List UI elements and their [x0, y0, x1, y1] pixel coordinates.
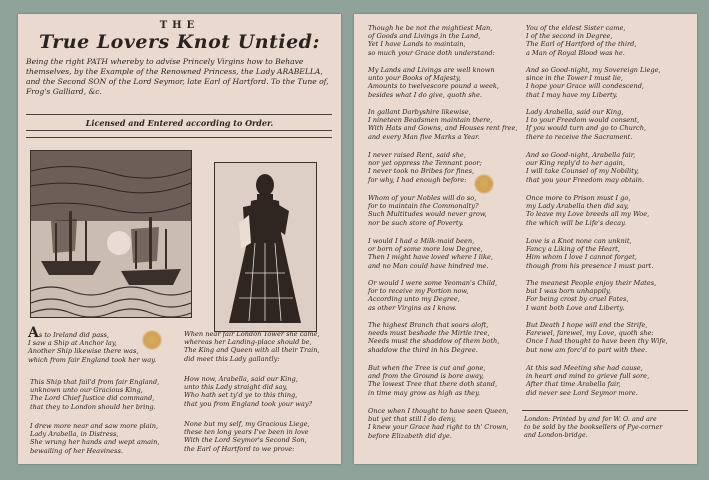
title-the: THE — [159, 20, 200, 31]
col1-stanza-6: I would I had a Milk-maid been, or born of some more low Degree, Then I might have loved where I like, and no Man could have hindred me. — [368, 237, 493, 270]
divider-rule — [26, 130, 332, 131]
ships-woodcut-image — [30, 150, 192, 318]
divider-rule — [26, 114, 332, 115]
stanza-4: When near fair London Tower she came, whereas her Landing-place should be, The King and Queen with all their Train, did meet this Lady gallantly: — [184, 330, 320, 363]
stanza-1: As to Ireland did pass, I saw a Ship at Anchor lay, Another Ship likewise there was, which from fair England took her way. — [28, 325, 157, 364]
divider-rule — [26, 137, 332, 138]
licensed-line: Licensed and Entered according to Order. — [85, 118, 274, 128]
stanza-2: This Ship that fail'd from fair England, unknown unto our Gracious King, The Lord Chief Justice did command, that they to London should her bring. — [30, 378, 160, 411]
col1-stanza-2: My Lands and Livings are well known unto your Books of Majesty, Amounts to twelvescore pound a week, besides what I do give, quoth she. — [368, 66, 500, 99]
ballad-title: True Lovers Knot Untied: — [39, 31, 320, 53]
col2-stanza-3: Lady Arabella, said our King, I to your Freedom would consent, If you would turn and go to Church, there to receive the Sacrament. — [526, 108, 647, 141]
left-broadside-page — [18, 14, 341, 464]
library-stamp — [474, 174, 494, 194]
lady-woodcut-image — [214, 162, 317, 332]
ballad-subtitle: Being the right PATH whereby to advise Princely Virgins how to Behave themselves, by the Example of the Renowned Princess, the Lady ARABELLA, and the Second SON of the Lord Seymor, late Earl of Hartford. To the Tune of, Frog's Galliard, &c. — [26, 57, 329, 96]
col1-stanza-9: But when the Tree is cut and gone, and from the Ground is bore away, The lowest Tree that there doth stand, in time may grow as high as they. — [368, 364, 498, 397]
col2-stanza-8: But Death I hope will end the Strife, Farewel, farewel, my Love, quoth she: Once I had thought to have been thy Wife, but now am forc'd to part with thee. — [526, 321, 668, 354]
col1-stanza-1: Though he be not the mightiest Man, of Goods and Livings in the Land, Yet I have Lands to maintain, so much your Grace doth understand: — [368, 24, 495, 57]
printer-imprint: London: Printed by and for W. O. and are to be sold by the booksellers of Pye-corner and London-bridge. — [524, 415, 663, 440]
col1-stanza-8: The highest Branch that soars aloft, needs must beshade the Mirtle tree, Needs must the shaddow of them both, shaddow the third in his Degree. — [368, 321, 500, 354]
stanza-3: I drew more near and saw more plain, Lady Arabella, in Distress, She wrung her hands and wept amain, bewailing of her Heaviness. — [30, 422, 160, 455]
col1-stanza-4: I never raised Rent, said she, nor yet oppress the Tennant poor; I never took no Bribes for fines, for why, I had enough before: — [368, 151, 482, 184]
col2-stanza-1: You of the eldest Sister came, I of the second in Degree, The Earl of Hartford of the third, a Man of Royal Blood was he. — [526, 24, 637, 57]
imprint-rule — [522, 410, 688, 411]
drop-cap: A — [28, 325, 39, 341]
col1-stanza-5: Whom of your Nobles will do so, for to maintain the Commonalty? Such Multitudes would never grow, nor be such store of Poverty. — [368, 194, 487, 227]
col2-stanza-4: And so Good-night, Arabella fair, our King reply'd to her again, I will take Counsel of my Nobility, that you your Freedom may obtain. — [526, 151, 645, 184]
col2-stanza-7: The meanest People enjoy their Mates, but I was born unhappily, For being crost by cruel Fates, I want both Love and Liberty. — [526, 279, 657, 312]
col2-stanza-2: And so Good-night, my Sovereign Liege, since in the Tower I must lie, I hope your Grace will condescend, that I may have my Liberty. — [526, 66, 661, 99]
stanza-5: How now, Arabella, said our King, unto this Lady straight did say, Who hath set ty'd ye to this thing, that you from England took your way? — [184, 375, 313, 408]
stanza-6: None but my self, my Gracious Liege, these ten long years I've been in love With the Lord Seymor's Second Son, the Earl of Hartford to we prove: — [184, 420, 310, 453]
col2-stanza-6: Love is a Knot none can unknit, Fancy a Liking of the Heart, Him whom I love I cannot forget, though from his presence I must part. — [526, 237, 654, 270]
col2-stanza-5: Once more to Prison must I go, my Lady Arabella then did say, To leave my Love breeds all my Woe, the which will be Life's decay. — [526, 194, 650, 227]
right-broadside-page — [354, 14, 697, 464]
col1-stanza-3: In gallant Darbyshire likewise, I nineteen Beadsmen maintain there, With Hats and Gowns, and Houses rent free, and every Man five Marks a Year. — [368, 108, 518, 141]
col2-stanza-9: At this sad Meeting she had cause, in heart and mind to grieve full sore, After that time Arabella fair, did never see Lord Seymor more. — [526, 364, 650, 397]
col1-stanza-7: Or would I were some Yeoman's Child, for to receive my Portion now, According unto my Degree, as other Virgins as I know. — [368, 279, 498, 312]
col1-stanza-10: Once when I thought to have seen Queen, but yet that still I do deny, I knew your Grace had right to th' Crown, before Elizabeth did dye. — [368, 407, 509, 440]
